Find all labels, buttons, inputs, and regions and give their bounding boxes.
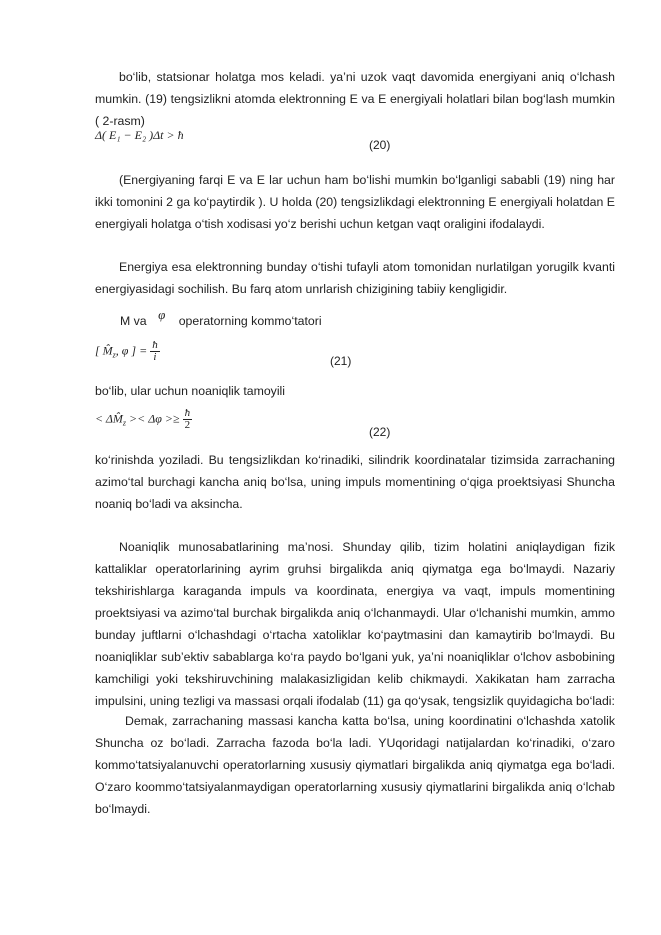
- formula-22-denominator: 2: [184, 419, 191, 431]
- paragraph-conclusion: Demak, zarrachaning massasi kancha katta bo‘lsa, uning koordinatini o‘lchashda xatolik Shuncha oz bo‘ladi. Zarracha fazoda bo‘la ladi. YUqoridagi natijalardan ko‘rinadiki, o‘zaro kommo‘tatsiyalanuvchi operatorlarning xususiy qiymatlari birgalikda aniq qiymatga ega bo‘ladi. O‘zaro koommo‘tatsiyalanmaydigan operatorlarning xususiy qiymatlarini birgalikda aniq o‘lchab bo‘lmaydi.: [95, 714, 615, 816]
- paragraph-energy-difference: (Energiyaning farqi E va E lar uchun ham bo‘lishi mumkin bo‘lganligi sababli (19) ning har ikki tomonini 2 ga ko‘paytirdik ). U holda (20) tengsizlikdagi elektronning E energiyali holatdan E energiyali holatga o‘tish xodisasi yo‘z berishi uchun ketgan vaqt oraligini ifodalaydi.: [95, 173, 615, 231]
- paragraph-quantum-energy: Energiya esa elektronning bunday o‘tishi tufayli atom tomonidan nurlatilgan yorugilk kvanti energiyasidagi sochilish. Bu farq atom unrlarish chizigining tabiiy kengligidir.: [95, 260, 615, 296]
- equation-number-20: (20): [369, 138, 391, 152]
- formula-22-mid: >< Δφ >≥: [126, 411, 180, 426]
- formula-21-denominator: i: [153, 351, 157, 363]
- formula-21-sub: z: [112, 350, 116, 360]
- equation-number-22: (22): [369, 425, 391, 439]
- formula-21: [95, 340, 160, 363]
- equation-number-21: (21): [330, 354, 352, 368]
- formula-21-left: [ M̂: [95, 343, 113, 358]
- formula-21-numerator: ħ: [152, 339, 158, 351]
- formula-22-left: < ΔM̂: [95, 411, 123, 426]
- formula-22: [95, 408, 192, 431]
- formula-21-fraction: [150, 340, 160, 363]
- formula-20: Δ( E₁ − E₂ )Δt > ħ: [95, 128, 184, 142]
- formula-22-numerator: ħ: [184, 407, 191, 419]
- operator-intro-suffix: operatorning kommo‘tatori: [178, 314, 322, 328]
- formula-21-mid: , φ ] =: [115, 343, 148, 358]
- formula-22-fraction: [183, 408, 193, 431]
- paragraph-uncertainty-principle: bo‘lib, ular uchun noaniqlik tamoyili: [95, 384, 286, 398]
- paragraph-azimuthal: ko‘rinishda yoziladi. Bu tengsizlikdan ko‘rinadiki, silindrik koordinatalar tizimsida zarrachaning azimo‘tal burchagi kancha aniq bo‘lsa, uning impuls momentining o‘qiga proektsiyasi Shuncha noaniq bo‘ladi va aksincha.: [95, 453, 615, 511]
- phi-symbol: φ: [158, 307, 166, 322]
- formula-22-sub: z: [122, 418, 127, 428]
- operator-intro: [120, 307, 322, 329]
- paragraph-stationary-state: bo‘lib, statsionar holatga mos keladi. ya’ni uzok vaqt davomida energiyani aniq o‘lchash mumkin. (19) tengsizlikni atomda elektronning E va E energiyali holatlari bilan bog‘lash mumkin ( 2-rasm): [95, 70, 615, 128]
- paragraph-meaning-of-uncertainty: Noaniqlik munosabatlarining ma’nosi. Shunday qilib, tizim holatini aniqlaydigan fizik kattaliklar operatorlarining ayrim gruhsi birgalikda aniq qiymatga ega bo‘lmaydi. Nazariy tekshirishlarga karaganda impuls va koordinata, energiya va vaqt, impuls momentining proektsiyasi va azimo‘tal burchak birgalikda aniq o‘lchanmaydi. Ular o‘lchanishi mumkin, ammo bunday juftlarni o‘lchashdagi o‘rtacha xatoliklar ko‘paytmasini dan kamaytirib bo‘lmaydi. Bu noaniqliklar sub’ektiv sabablarga ko‘ra paydo bo‘lgani yuk, ya’ni noaniqliklar o‘lchov asbobining kamchiligi yoki tekshiruvchining malakasizligidan kelib chikmaydi. Xakikatan ham zarracha impulsini, uning tezligi va massasi orqali ifodalab (11) ga qo‘ysak, tengsizlik quyidagicha bo‘ladi:: [95, 540, 615, 708]
- operator-intro-prefix: M va: [120, 314, 147, 328]
